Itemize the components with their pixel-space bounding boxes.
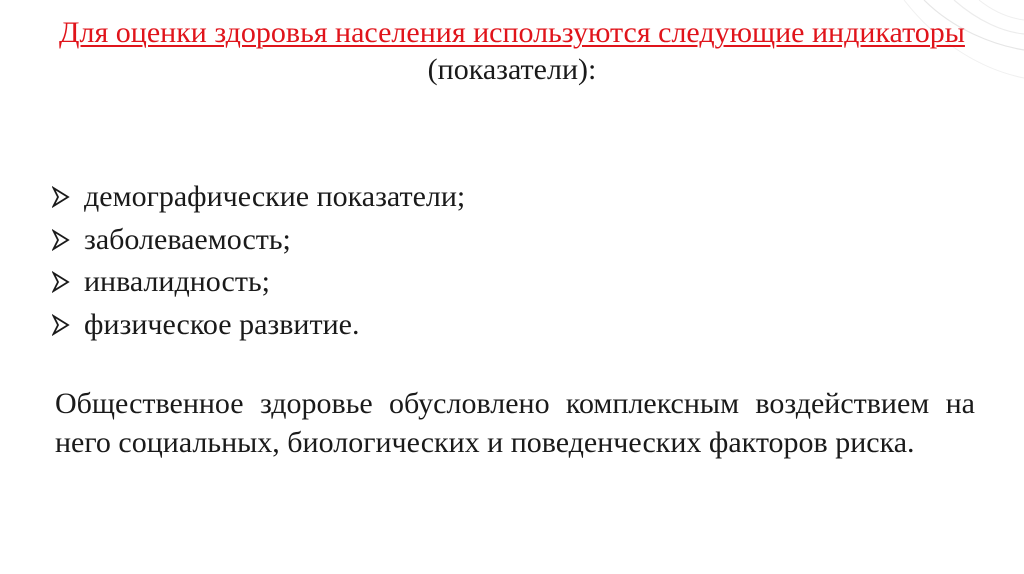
arrowhead-bullet-icon (52, 314, 70, 336)
indicator-text: заболеваемость; (84, 222, 291, 256)
slide-subtitle: (показатели): (427, 53, 597, 86)
arrowhead-bullet-icon (52, 229, 70, 251)
indicator-text: демографические показатели; (84, 180, 466, 213)
indicator-list (52, 176, 465, 346)
list-item (52, 261, 465, 304)
list-item (52, 304, 465, 347)
arrowhead-bullet-icon (52, 271, 70, 293)
title-block (40, 14, 984, 88)
conclusion-paragraph: Общественное здоровье обусловлено комплексным воздействием на него социальных, биологических и поведенческих факторов риска. (55, 387, 975, 459)
list-item (52, 176, 465, 219)
slide-title: Для оценки здоровья населения используются следующие индикаторы (59, 16, 965, 49)
list-item (52, 219, 465, 262)
indicator-text: физическое развитие. (84, 307, 360, 341)
indicator-text: инвалидность; (84, 265, 270, 298)
arrowhead-bullet-icon (52, 186, 70, 208)
